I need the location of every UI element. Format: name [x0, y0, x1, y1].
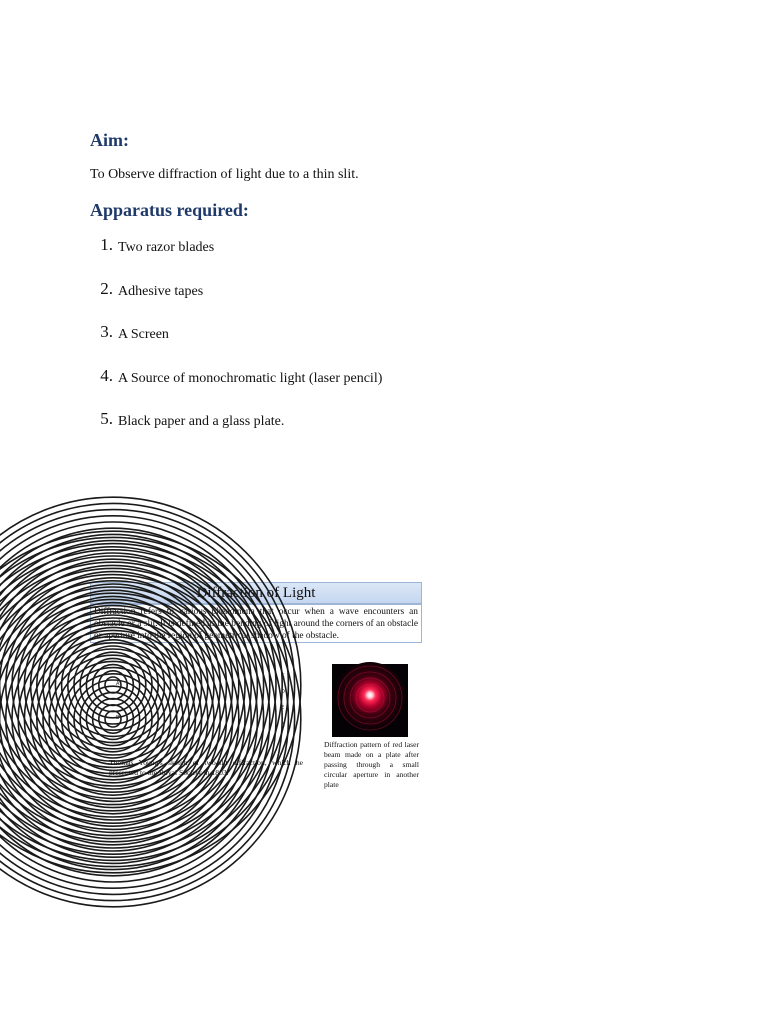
list-number: 3. — [100, 322, 113, 341]
list-item — [90, 365, 383, 413]
list-item — [90, 235, 382, 282]
list-item-label: Two razor blades — [118, 240, 215, 255]
list-item-label: A Screen — [118, 327, 169, 342]
aim-heading: Aim: — [90, 130, 129, 150]
apparatus-list — [90, 235, 383, 456]
young-sketch-caption: Thomas Young's sketch of two-slit diffraction, which he presented to the Royal Society in 1803. — [109, 758, 303, 777]
list-number: 4. — [100, 365, 113, 385]
aim-text: To Observe diffraction of light due to a thin slit. — [90, 167, 359, 182]
sketch-label: D — [281, 689, 285, 695]
list-item — [90, 409, 382, 456]
figure-title: Diffraction of Light — [90, 582, 422, 604]
list-item-label: Adhesive tapes — [118, 283, 204, 299]
list-item-label: A Source of monochromatic light (laser pencil) — [118, 370, 383, 386]
figure-definition: Diffraction refers to various phenomena that occur when a wave encounters an obstacle or a slit. It is defined as the bending of light around the corners of an obstacle or aperture into the region of geometrical shadow of the obstacle. — [90, 604, 422, 643]
list-number: 5. — [100, 409, 113, 428]
list-number: 1. — [100, 235, 113, 254]
young-two-slit-sketch — [117, 671, 287, 733]
list-item — [90, 278, 382, 326]
sketch-label: F — [281, 722, 284, 728]
apparatus-heading: Apparatus required: — [90, 200, 249, 220]
list-item-label: Black paper and a glass plate. — [118, 414, 285, 429]
list-number: 2. — [100, 278, 113, 298]
laser-image-caption: Diffraction pattern of red laser beam made on a plate after passing through a small circular aperture in another plate — [324, 740, 419, 789]
laser-diffraction-image — [332, 664, 408, 737]
diffraction-figure — [90, 582, 422, 795]
list-item — [90, 322, 382, 369]
sketch-label: A — [116, 681, 120, 687]
sketch-label: E — [281, 705, 285, 711]
sketch-label: B — [116, 715, 120, 721]
sketch-label: C — [281, 673, 285, 679]
